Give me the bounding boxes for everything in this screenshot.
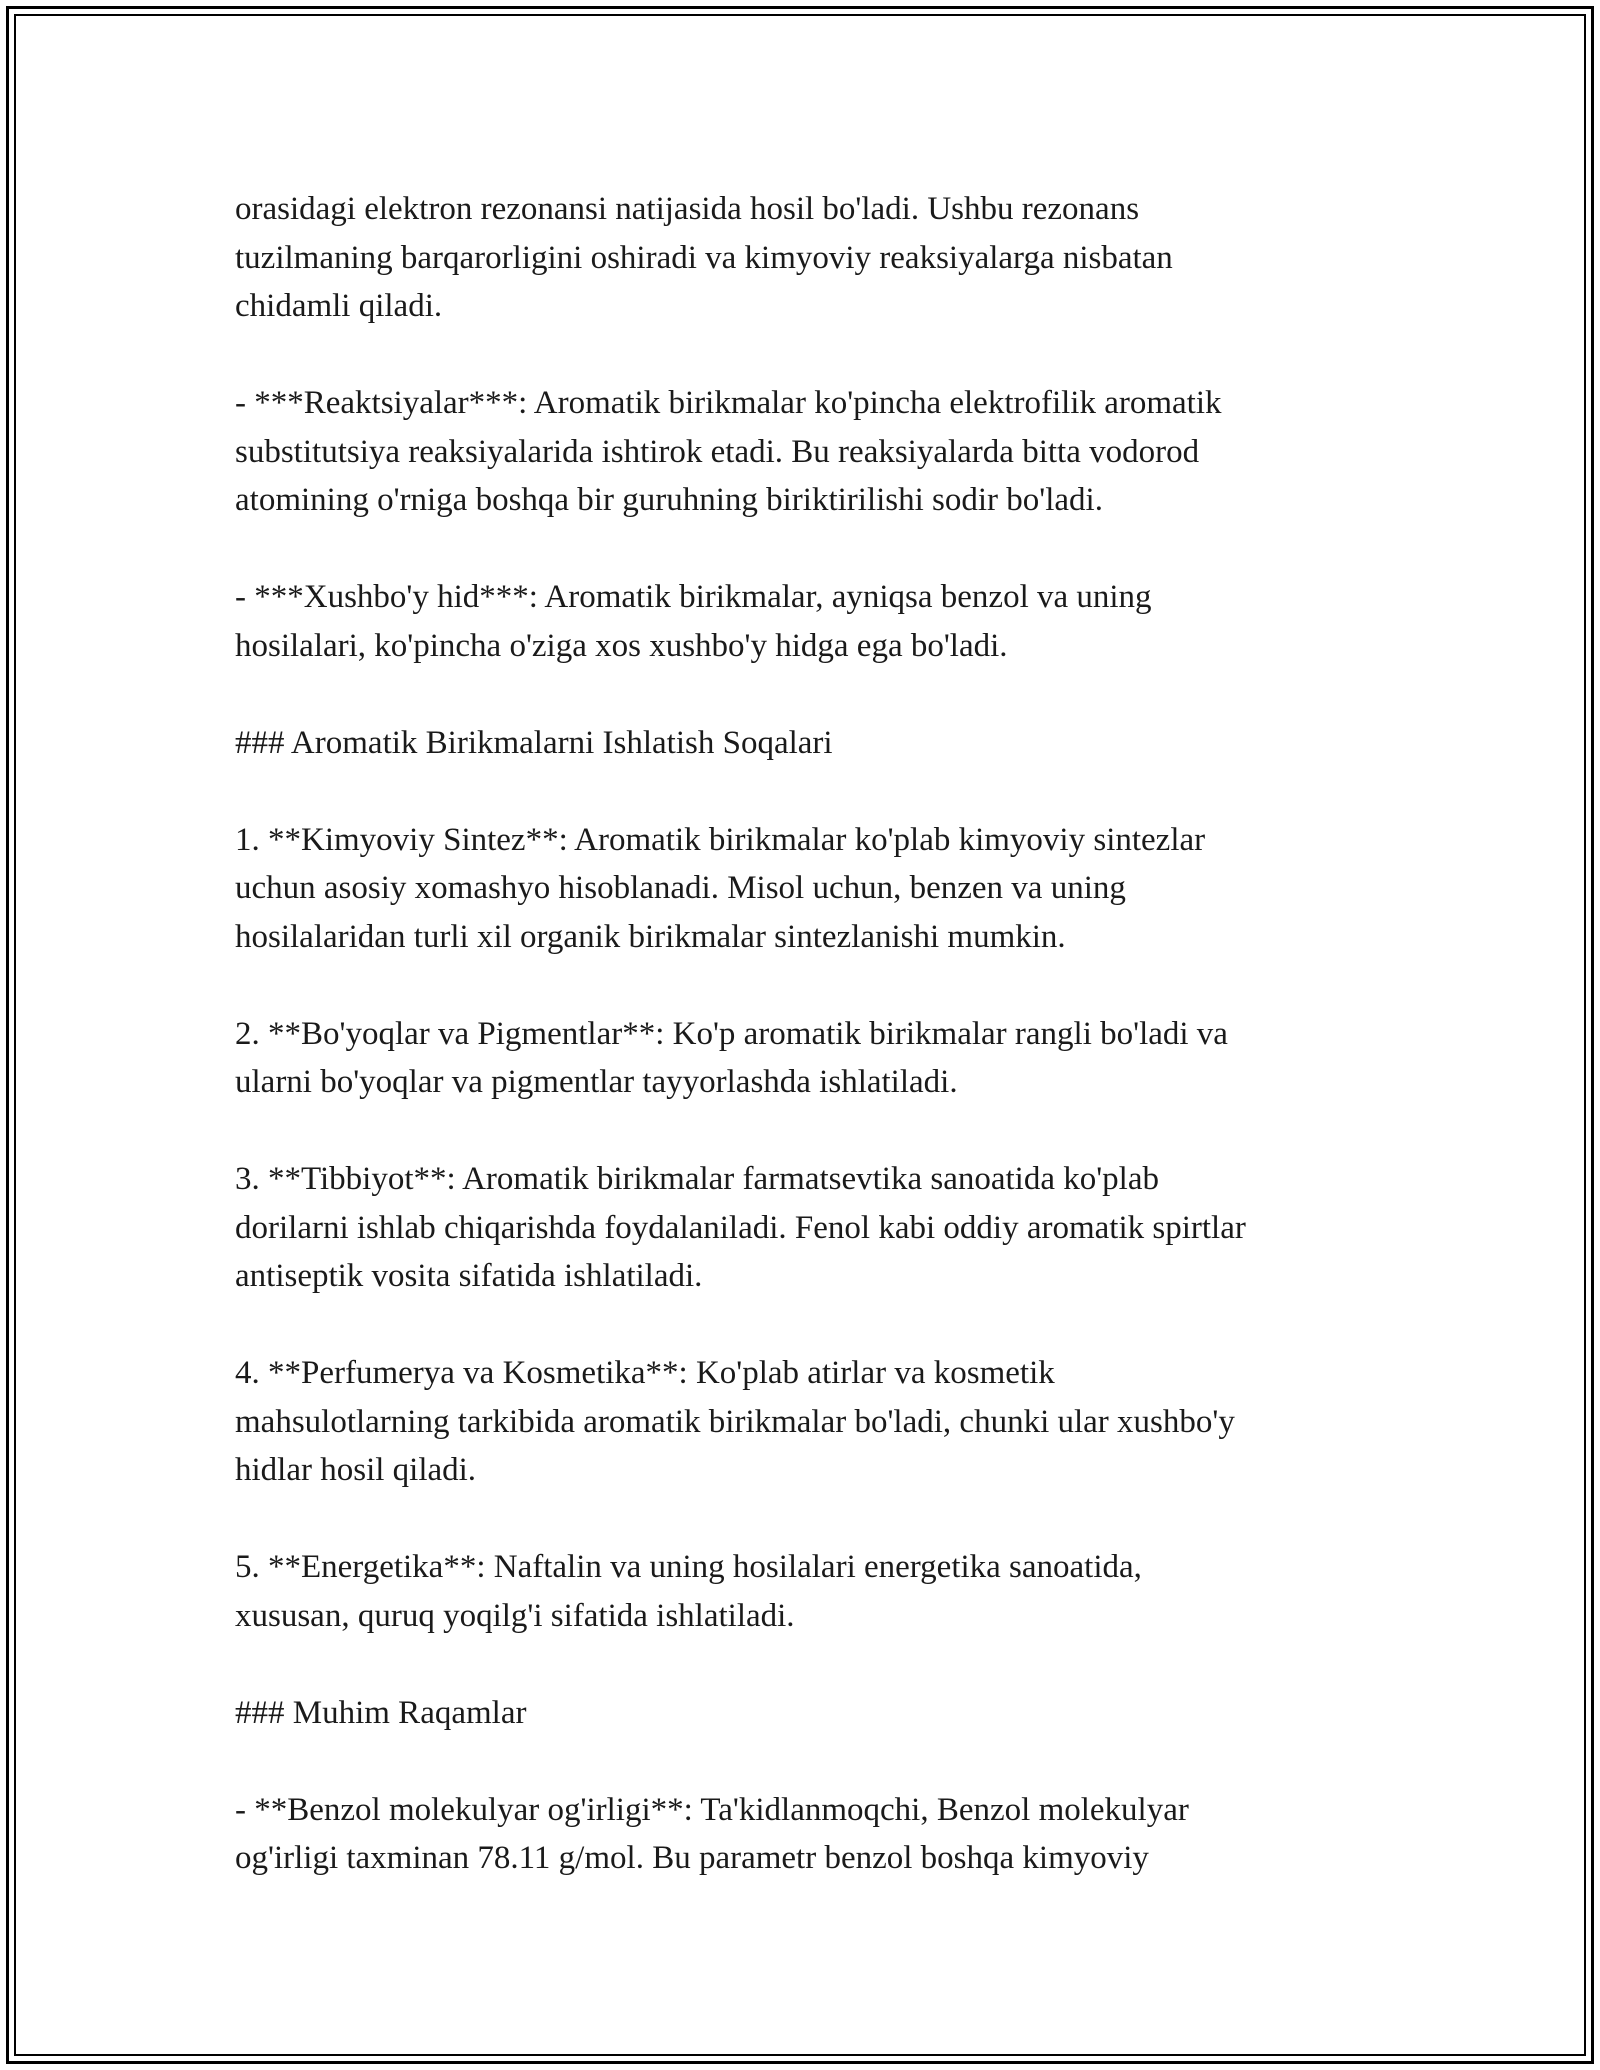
list-item-benzene-molecular-weight: - **Benzol molekulyar og'irligi**: Ta'kidlanmoqchi, Benzol molekulyar og'irligi taxminan 78.11 g/mol. Bu parametr benzol boshqa kimyoviy [235,1791,1189,1876]
list-item-dyes-pigments: 2. **Bo'yoqlar va Pigmentlar**: Ko'p aromatik birikmalar rangli bo'ladi va ularni bo'yoqlar va pigmentlar tayyorlashda ishlatiladi. [235,1015,1228,1100]
section-heading-important-numbers: ### Muhim Raqamlar [235,1694,527,1731]
paragraph-resonance-continuation: orasidagi elektron rezonansi natijasida hosil bo'ladi. Ushbu rezonans tuzilmaning barqarorligini oshiradi va kimyoviy reaksiyalarga nisbatan chidamli qiladi. [235,191,1173,324]
list-item-aroma: - ***Xushbo'y hid***: Aromatik birikmalar, ayniqsa benzol va uning hosilalari, ko'pincha o'ziga xos xushbo'y hidga ega bo'ladi. [235,579,1152,664]
list-item-energy: 5. **Energetika**: Naftalin va uning hosilalari energetika sanoatida, xususan, quruq yoqilg'i sifatida ishlatiladi. [235,1549,1142,1634]
list-item-reactions: - ***Reaktsiyalar***: Aromatik birikmalar ko'pincha elektrofilik aromatik substitutsiya reaksiyalarida ishtirok etadi. Bu reaksiyalarda bitta vodorod atomining o'rniga boshqa bir guruhning biriktirilishi sodir bo'ladi. [235,385,1222,518]
list-item-chemical-synthesis: 1. **Kimyoviy Sintez**: Aromatik birikmalar ko'plab kimyoviy sintezlar uchun asosiy xomashyo hisoblanadi. Misol uchun, benzen va uning hosilalaridan turli xil organik birikmalar sintezlanishi mumkin. [235,821,1206,955]
list-item-medicine: 3. **Tibbiyot**: Aromatik birikmalar farmatsevtika sanoatida ko'plab dorilarni ishlab chiqarishda foydalaniladi. Fenol kabi oddiy aromatik spirtlar antiseptik vosita sifatida ishlatiladi. [235,1161,1246,1294]
document-body [235,185,1385,1883]
list-item-perfumery-cosmetics: 4. **Perfumerya va Kosmetika**: Ko'plab atirlar va kosmetik mahsulotlarning tarkibida aromatik birikmalar bo'ladi, chunki ular xushbo'y hidlar hosil qiladi. [235,1355,1235,1488]
section-heading-applications: ### Aromatik Birikmalarni Ishlatish Soqalari [235,724,833,761]
